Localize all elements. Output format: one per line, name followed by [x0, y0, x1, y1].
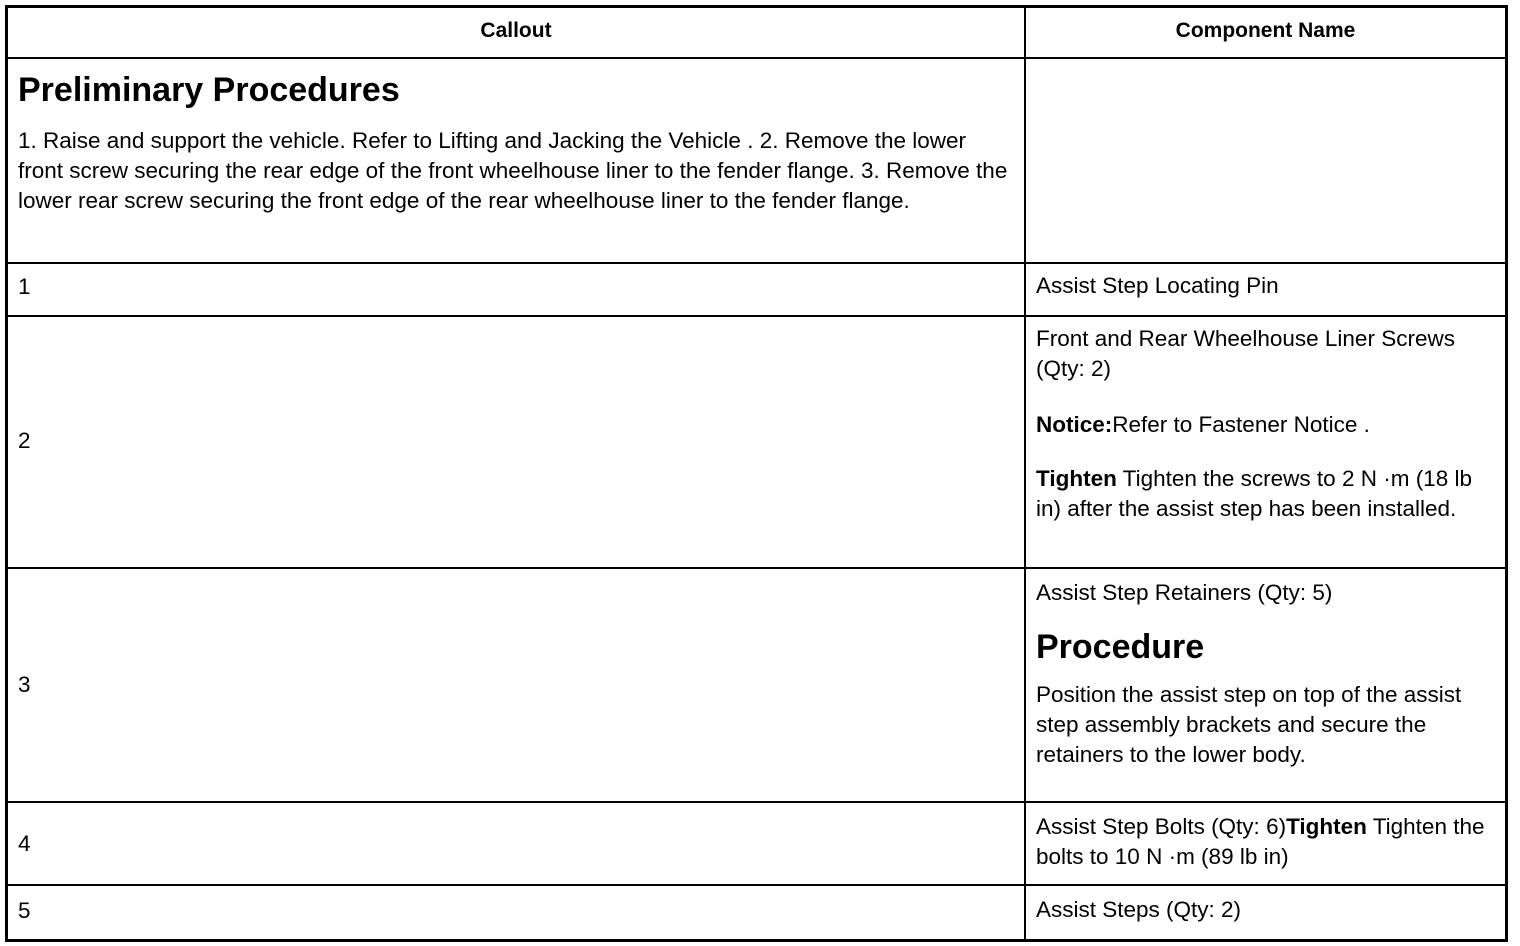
component-3	[1036, 578, 1498, 770]
callout-4: 4	[18, 831, 31, 856]
header-component-name: Component Name	[1175, 19, 1356, 42]
column-divider	[1024, 8, 1026, 939]
tighten-text: Tighten the screws to 2 N ·m (18 lb in) after the assist step has been installed.	[1036, 466, 1472, 521]
tighten-text: Tighten the bolts to 10 N ·m (89 lb in)	[1036, 814, 1485, 869]
callout-3: 3	[18, 672, 31, 697]
component-4	[1036, 812, 1498, 872]
row-divider	[8, 315, 1505, 317]
procedure-text: Position the assist step on top of the assist step assembly brackets and secure the retainers to the lower body.	[1036, 682, 1462, 767]
preliminary-text: 1. Raise and support the vehicle. Refer to Lifting and Jacking the Vehicle . 2. Remove the lower front screw securing the rear edge of the front wheelhouse liner to the fender flange. 3. Remove the lower rear screw securing the front edge of the rear wheelhouse liner to the fender flange.	[18, 128, 1008, 213]
component-4-name: Assist Step Bolts (Qty: 6)	[1036, 814, 1287, 839]
callout-2: 2	[18, 428, 31, 453]
row-divider	[8, 262, 1505, 264]
row-divider	[8, 567, 1505, 569]
component-2	[1036, 324, 1498, 524]
callout-5: 5	[18, 898, 31, 923]
row-divider	[8, 57, 1505, 59]
tighten-label: Tighten	[1036, 466, 1117, 491]
component-1: Assist Step Locating Pin	[1036, 273, 1279, 298]
row-divider	[8, 801, 1505, 803]
row-divider	[8, 884, 1505, 886]
component-2-tighten	[1036, 464, 1498, 524]
component-2-name: Front and Rear Wheelhouse Liner Screws (Qty: 2)	[1036, 326, 1455, 381]
notice-text: Refer to Fastener Notice .	[1112, 412, 1370, 437]
component-2-notice	[1036, 410, 1498, 440]
preliminary-section	[18, 70, 1013, 216]
component-3-name: Assist Step Retainers (Qty: 5)	[1036, 580, 1333, 605]
callout-1: 1	[18, 274, 31, 299]
preliminary-title: Preliminary Procedures	[18, 71, 400, 109]
component-table	[5, 5, 1508, 942]
component-5: Assist Steps (Qty: 2)	[1036, 897, 1242, 922]
header-callout: Callout	[480, 19, 552, 42]
procedure-title: Procedure	[1036, 628, 1205, 666]
tighten-label: Tighten	[1286, 814, 1367, 839]
notice-label: Notice:	[1036, 412, 1113, 437]
